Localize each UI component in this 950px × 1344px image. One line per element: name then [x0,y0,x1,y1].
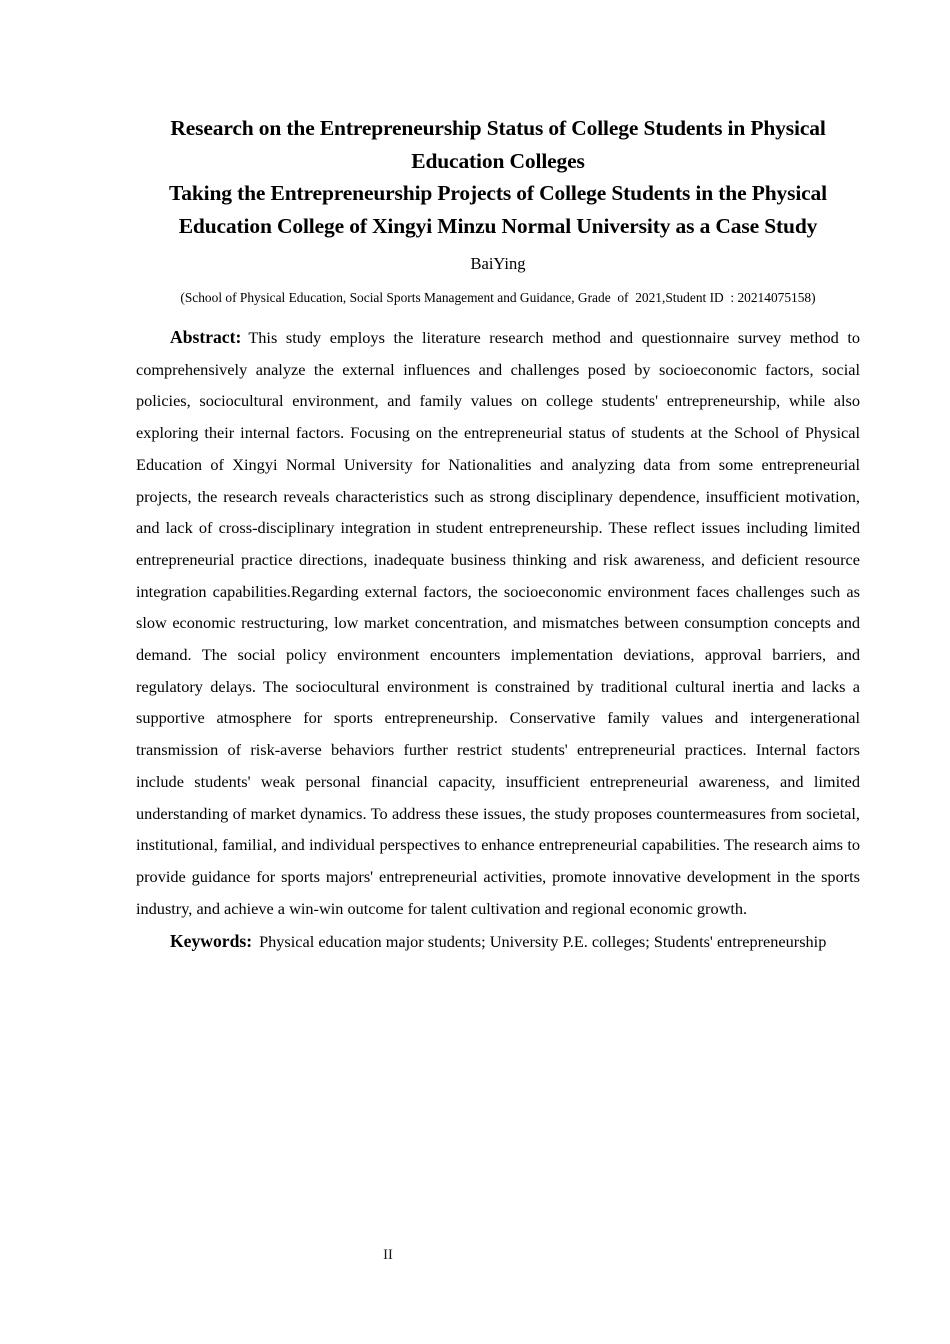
page-subtitle-line-2: Education College of Xingyi Minzu Normal University as a Case Study [178,213,818,238]
page-title-line-1: Research on the Entrepreneurship Status of College Students in Physical [170,116,826,140]
page-subtitle-line-1: Taking the Entrepreneurship Projects of College Students in the Physical [169,181,827,205]
author-affiliation: (School of Physical Education, Social Sports Management and Guidance, Grade of 2021,Student ID : 20214075158) [180,290,816,305]
keywords-value: Physical education major students; University P.E. colleges; Students' entrepreneurship [259,932,827,952]
abstract-label: Abstract: [170,327,242,347]
page-footer [0,1246,950,1264]
author-name: BaiYing [470,254,526,273]
page-number: II [383,1247,393,1263]
abstract-body: This study employs the literature research method and questionnaire survey method to comprehensively analyze the external influences and challenges posed by socioeconomic factors, social policies, sociocultural environment, and family values on college students' entrepreneurship, while also exploring their internal factors. Focusing on the entrepreneurial status of students at the School of Physical Education of Xingyi Normal University for Nationalities and analyzing data from some entrepreneurial projects, the research reveals characteristics such as strong disciplinary dependence, insufficient motivation, and lack of cross-disciplinary integration in student entrepreneurship. These reflect issues including limited entrepreneurial practice directions, inadequate business thinking and risk awareness, and deficient resource integration capabilities.Regarding external factors, the socioeconomic environment faces challenges such as slow economic restructuring, low market concentration, and mismatches between consumption concepts and demand. The social policy environment encounters implementation deviations, approval barriers, and regulatory delays. The sociocultural environment is constrained by traditional cultural inertia and lacks a supportive atmosphere for sports entrepreneurship. Conservative family values and intergenerational transmission of risk-averse behaviors further restrict students' entrepreneurial practices. Internal factors include students' weak personal financial capacity, insufficient entrepreneurial awareness, and limited understanding of market dynamics. To address these issues, the study proposes countermeasures from societal, institutional, familial, and individual perspectives to enhance entrepreneurial capabilities. The research aims to provide guidance for sports majors' entrepreneurial activities, promote innovative development in the sports industry, and achieve a win-win outcome for talent cultivation and regional economic growth. [136,328,860,918]
abstract-paragraph [136,322,860,924]
paper-title-block [136,112,860,242]
page-content [136,112,860,958]
keywords-line [136,926,860,958]
page-title-line-2: Education Colleges [411,148,585,173]
keywords-label: Keywords: [170,931,253,952]
